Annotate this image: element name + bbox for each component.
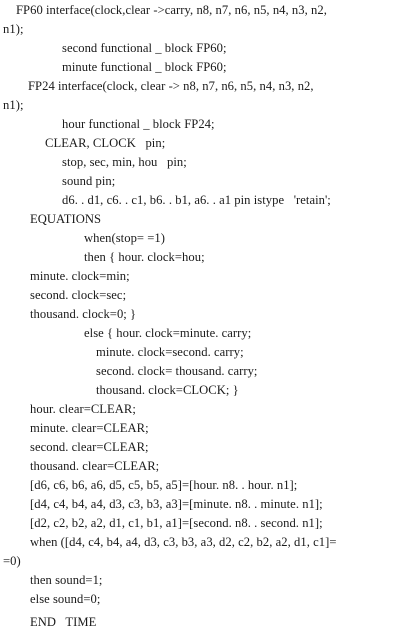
code-line: hour functional _ block FP24;	[62, 117, 215, 131]
code-line: sound pin;	[62, 174, 116, 188]
code-line: [d2, c2, b2, a2, d1, c1, b1, a1]=[second. n8. . second. n1];	[30, 516, 323, 530]
code-line: n1);	[3, 22, 24, 36]
code-line: minute. clear=CLEAR;	[30, 421, 149, 435]
code-line: END TIME	[30, 615, 97, 629]
code-line: then { hour. clock=hou;	[84, 250, 205, 264]
code-line: hour. clear=CLEAR;	[30, 402, 136, 416]
code-line: when ([d4, c4, b4, a4, d3, c3, b3, a3, d2, c2, b2, a2, d1, c1]=	[30, 535, 337, 549]
code-line: FP24 interface(clock, clear -> n8, n7, n6, n5, n4, n3, n2,	[28, 79, 314, 93]
code-line: minute. clock=min;	[30, 269, 130, 283]
code-line: then sound=1;	[30, 573, 103, 587]
code-line: thousand. clock=CLOCK; }	[96, 383, 239, 397]
code-line: [d6, c6, b6, a6, d5, c5, b5, a5]=[hour. n8. . hour. n1];	[30, 478, 298, 492]
code-line: EQUATIONS	[30, 212, 102, 226]
code-line: =0)	[3, 554, 21, 568]
code-line: second. clock= thousand. carry;	[96, 364, 258, 378]
code-line: else { hour. clock=minute. carry;	[84, 326, 252, 340]
code-line: when(stop= =1)	[84, 231, 166, 245]
code-line: FP60 interface(clock,clear ->carry, n8, n7, n6, n5, n4, n3, n2,	[16, 3, 327, 17]
code-line: d6. . d1, c6. . c1, b6. . b1, a6. . a1 pin istype 'retain';	[62, 193, 331, 207]
code-line: second. clear=CLEAR;	[30, 440, 149, 454]
code-line: else sound=0;	[30, 592, 101, 606]
code-line: minute functional _ block FP60;	[62, 60, 227, 74]
code-line: n1);	[3, 98, 24, 112]
code-line: thousand. clear=CLEAR;	[30, 459, 160, 473]
code-line: minute. clock=second. carry;	[96, 345, 244, 359]
code-line: second. clock=sec;	[30, 288, 127, 302]
code-line: [d4, c4, b4, a4, d3, c3, b3, a3]=[minute. n8. . minute. n1];	[30, 497, 323, 511]
code-line: thousand. clock=0; }	[30, 307, 137, 321]
code-line: stop, sec, min, hou pin;	[62, 155, 187, 169]
code-line: CLEAR, CLOCK pin;	[45, 136, 166, 150]
code-line: second functional _ block FP60;	[62, 41, 227, 55]
